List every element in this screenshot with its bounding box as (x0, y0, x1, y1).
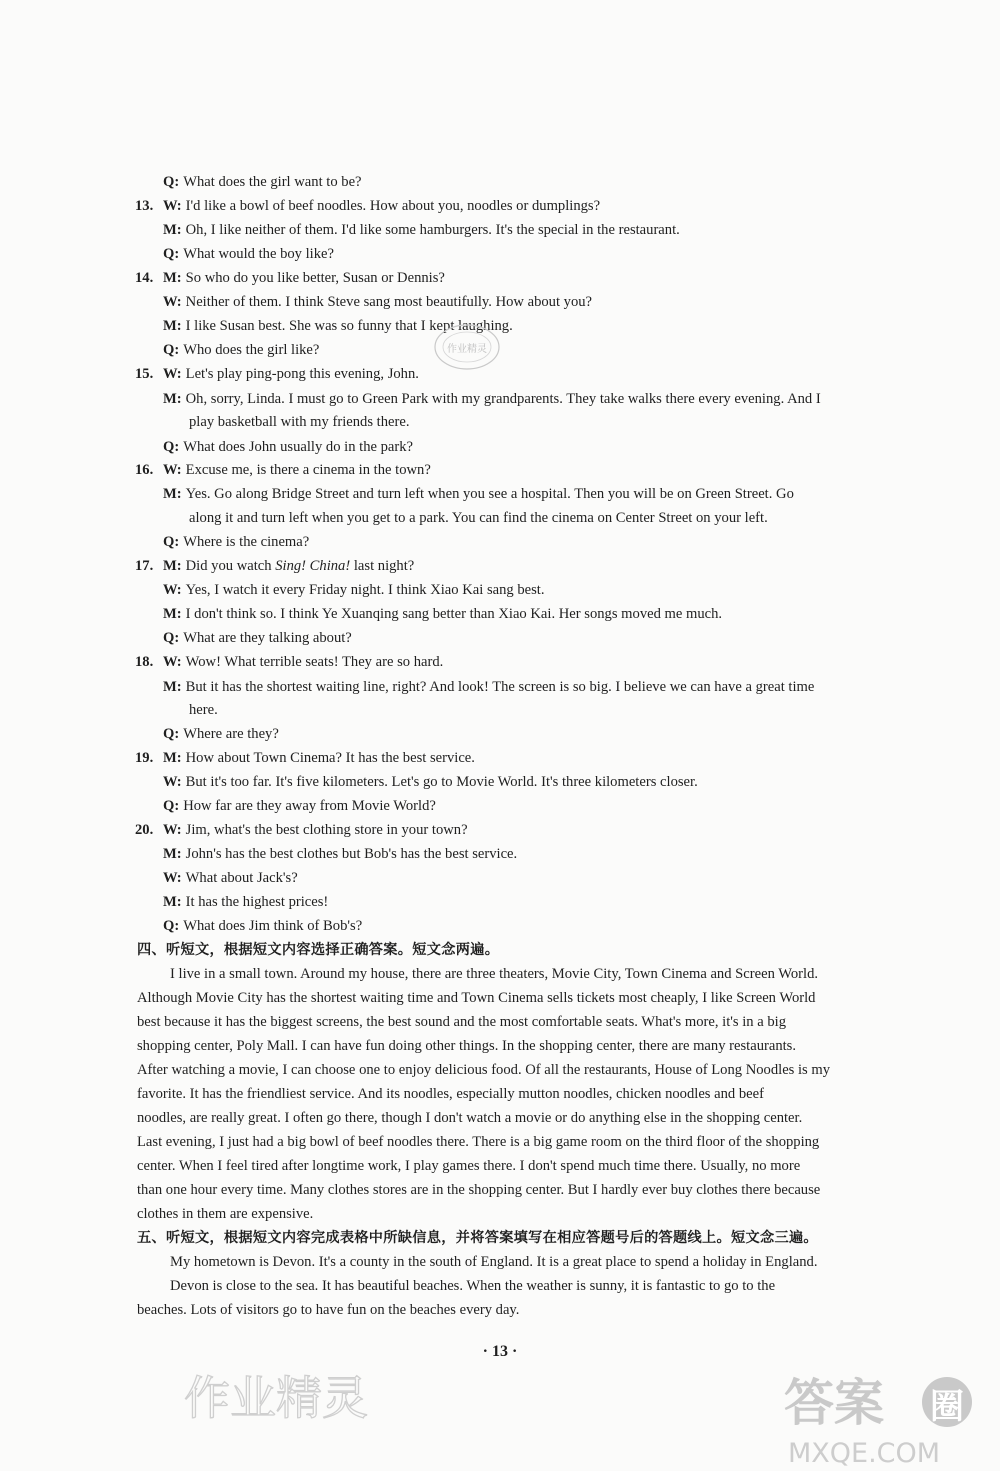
dialogue-line: 19. M: How about Town Cinema? It has the best service. (135, 750, 475, 766)
stamp-watermark (432, 322, 502, 372)
dialogue-line: 13. W: I'd like a bowl of beef noodles. How about you, noodles or dumplings? (135, 198, 601, 214)
passage-line: After watching a movie, I can choose one to enjoy delicious food. Of all the restaurants, House of Long Noodles is my (137, 1062, 831, 1078)
dialogue-question: Q: What does Jim think of Bob's? (163, 918, 363, 934)
dialogue-question: Q: What would the boy like? (163, 246, 334, 262)
dialogue-line-continued: here. (189, 702, 218, 718)
watermark-logo-right (780, 1368, 995, 1468)
dialogue-line: M: John's has the best clothes but Bob's has the best service. (163, 846, 518, 862)
dialogue-line: W: But it's too far. It's five kilometers. Let's go to Movie World. It's three kilometers closer. (163, 774, 698, 790)
dialogue-question: Q: Where are they? (163, 726, 279, 742)
dialogue-line: M: Oh, I like neither of them. I'd like some hamburgers. It's the special in the restaurant. (163, 222, 680, 238)
dialogue-question: Q: How far are they away from Movie World? (163, 798, 436, 814)
dialogue-line-continued: play basketball with my friends there. (189, 414, 410, 430)
dialogue-line: 14. M: So who do you like better, Susan or Dennis? (135, 270, 445, 286)
dialogue-line-continued: along it and turn left when you get to a park. You can find the cinema on Center Street on your left. (189, 510, 768, 526)
passage-line: Last evening, I just had a big bowl of beef noodles there. There is a big game room on the third floor of the shopping (137, 1134, 820, 1150)
watermark-logo-left (180, 1362, 380, 1428)
dialogue-line: W: What about Jack's? (163, 870, 298, 886)
dialogue-line: 16. W: Excuse me, is there a cinema in the town? (135, 462, 431, 478)
dialogue-line: 17. M: Did you watch Sing! China! last night? (135, 558, 415, 574)
dialogue-question: Q: What does the girl want to be? (163, 174, 362, 190)
passage-line: shopping center, Poly Mall. I can have fun doing other things. In the shopping center, there are many restaurants. (137, 1038, 797, 1054)
dialogue-line: W: Neither of them. I think Steve sang most beautifully. How about you? (163, 294, 593, 310)
svg-text:圈: 圈 (930, 1387, 964, 1427)
dialogue-line: M: Oh, sorry, Linda. I must go to Green Park with my grandparents. They take walks there every evening. And I (163, 391, 821, 407)
dialogue-question: Q: Where is the cinema? (163, 534, 310, 550)
dialogue-question: Q: What are they talking about? (163, 630, 352, 646)
dialogue-line: 15. W: Let's play ping-pong this evening, John. (135, 366, 419, 382)
section-five-heading: 五、听短文，根据短文内容完成表格中所缺信息，并将答案填写在相应答题号后的答题线上。短文念三遍。 (137, 1230, 818, 1246)
dialogue-line: W: Yes, I watch it every Friday night. I think Xiao Kai sang best. (163, 582, 545, 598)
page-number: · 13 · (482, 1343, 518, 1360)
passage-line: I live in a small town. Around my house, there are three theaters, Movie City, Town Cinema and Screen World. (170, 966, 819, 982)
show-title: Sing! China! (275, 558, 351, 574)
dialogue-line: M: But it has the shortest waiting line, right? And look! The screen is so big. I believe we can have a great time (163, 679, 815, 695)
svg-text:作业精灵: 作业精灵 (184, 1371, 368, 1425)
passage-line: Devon is close to the sea. It has beautiful beaches. When the weather is sunny, it is fantastic to go to the (170, 1278, 776, 1294)
section-four-heading: 四、听短文，根据短文内容选择正确答案。短文念两遍。 (137, 942, 500, 958)
passage-line: favorite. It has the friendliest service. And its noodles, especially mutton noodles, chicken noodles and beef (137, 1086, 764, 1102)
dialogue-question: Q: What does John usually do in the park? (163, 439, 414, 455)
passage-line: than one hour every time. Many clothes stores are in the shopping center. But I hardly ever buy clothes there because (137, 1182, 821, 1198)
svg-text:答案: 答案 (784, 1374, 884, 1432)
passage-line: noodles, are really great. I often go there, though I don't watch a movie or do anything else in the shopping center. (137, 1110, 803, 1126)
dialogue-line: M: Yes. Go along Bridge Street and turn left when you see a hospital. Then you will be on Green Street. Go (163, 486, 794, 502)
dialogue-line: 18. W: Wow! What terrible seats! They are so hard. (135, 654, 444, 670)
passage-line: beaches. Lots of visitors go to have fun on the beaches every day. (137, 1302, 520, 1318)
dialogue-line: 20. W: Jim, what's the best clothing store in your town? (135, 822, 468, 838)
dialogue-line: M: I like Susan best. She was so funny that I kept laughing. (163, 318, 513, 334)
dialogue-line: M: It has the highest prices! (163, 894, 329, 910)
passage-line: My hometown is Devon. It's a county in the south of England. It is a great place to spend a holiday in England. (170, 1254, 818, 1270)
passage-line: center. When I feel tired after longtime work, I play games there. I don't spend much time there. Usually, no more (137, 1158, 801, 1174)
passage-line: best because it has the biggest screens, the best sound and the most comfortable seats. What's more, it's in a big (137, 1014, 786, 1030)
dialogue-line: M: I don't think so. I think Ye Xuanqing sang better than Xiao Kai. Her songs moved me much. (163, 606, 723, 622)
svg-text:作业精灵: 作业精灵 (447, 344, 487, 355)
passage-line: Although Movie City has the shortest waiting time and Town Cinema sells tickets most cheaply, I like Screen World (137, 990, 816, 1006)
svg-text:MXQE.COM: MXQE.COM (788, 1438, 941, 1468)
passage-line: clothes in them are expensive. (137, 1206, 314, 1222)
dialogue-question: Q: Who does the girl like? (163, 342, 320, 358)
